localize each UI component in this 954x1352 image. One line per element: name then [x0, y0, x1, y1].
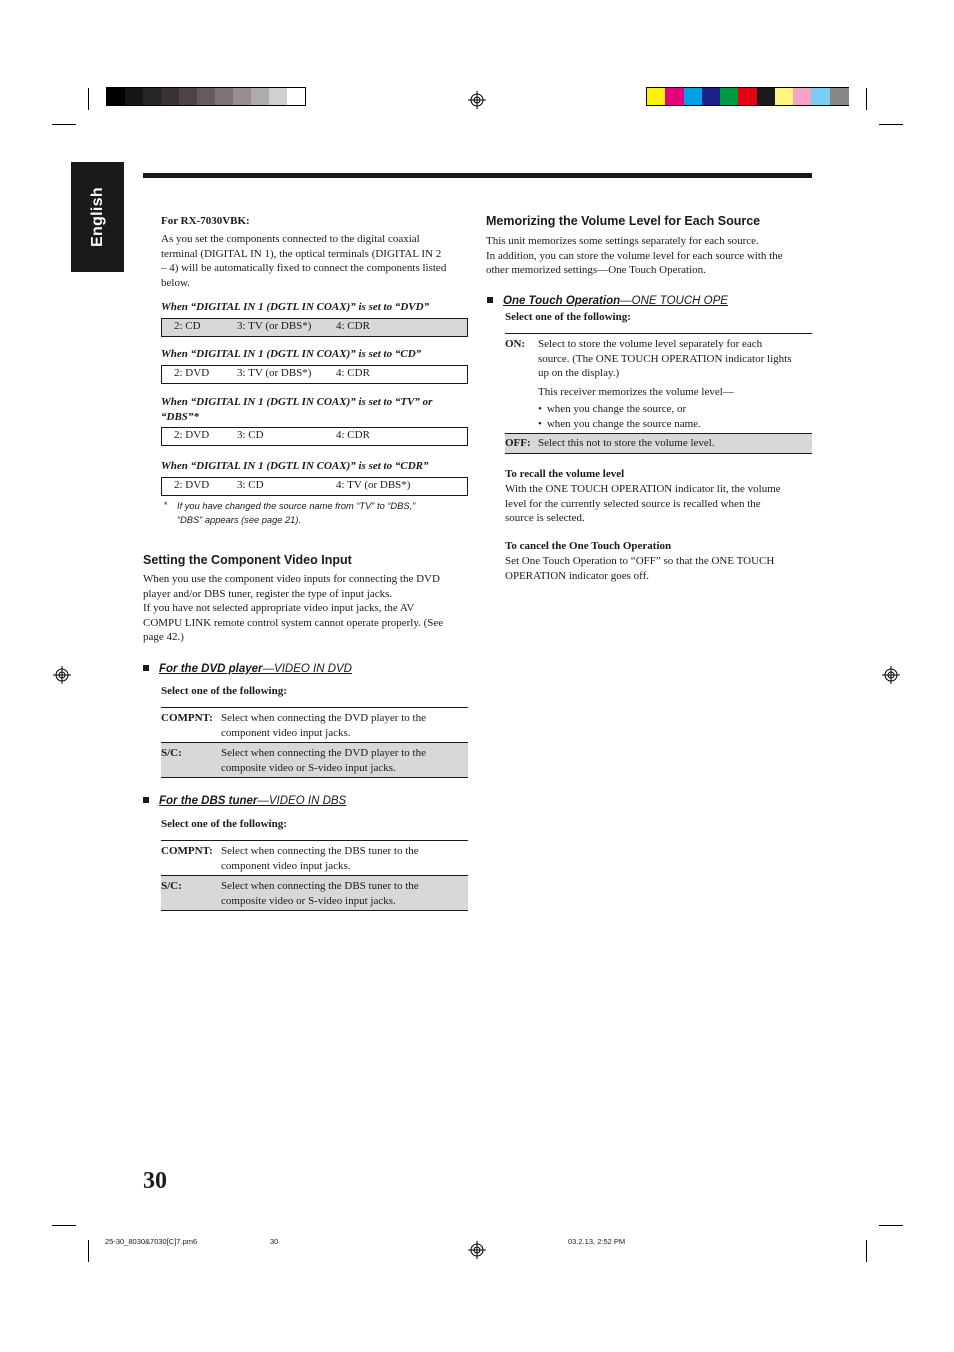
text-line: Select when connecting the DBS tuner to the — [221, 845, 419, 857]
dbs-options-table — [161, 840, 468, 911]
color-swatch — [287, 88, 305, 105]
text-line: level for the currently selected source is recalled when the — [505, 497, 761, 510]
text-line: COMPU LINK remote control system cannot operate properly. (See — [143, 616, 444, 629]
option-row — [161, 876, 468, 911]
text-line: source is selected. — [505, 512, 585, 525]
dot-bullet-icon: • — [538, 417, 542, 430]
text-line: Select when connecting the DBS tuner to the — [221, 880, 419, 892]
sub-heading: To recall the volume level — [505, 468, 625, 480]
text-line: – 4) will be automatically fixed to connect the components listed — [161, 262, 447, 275]
color-swatch — [143, 88, 161, 105]
page-number: 30 — [143, 1168, 167, 1194]
select-instruction: Select one of the following: — [161, 685, 287, 697]
section-heading: Memorizing the Volume Level for Each Source — [486, 214, 761, 228]
option-row — [161, 743, 468, 778]
text-line: When “DIGITAL IN 1 (DGTL IN COAX)” is set to “TV” or — [161, 396, 433, 408]
footer-date: 03.2.13, 2:52 PM — [568, 1237, 626, 1246]
setting-name: One Touch Operation — [503, 295, 621, 307]
dot-bullet-icon: • — [538, 403, 542, 416]
color-swatch — [233, 88, 251, 105]
text-line: composite video or S-video input jacks. — [221, 894, 396, 907]
header-rule — [143, 173, 812, 178]
terminal-cell: 2: DVD — [174, 367, 210, 379]
terminal-cell: 2: DVD — [174, 479, 210, 491]
option-description — [221, 711, 426, 740]
registration-target-icon — [882, 666, 900, 684]
color-swatch — [775, 88, 794, 105]
text-line: up on the display.) — [538, 367, 620, 380]
text-line: component video input jacks. — [221, 726, 351, 739]
terminal-cell: 2: DVD — [174, 429, 210, 441]
language-tab — [71, 162, 124, 272]
registration-target-icon — [468, 1241, 486, 1259]
text-line: composite video or S-video input jacks. — [221, 761, 396, 774]
gray-color-bar — [106, 87, 306, 106]
option-description — [221, 746, 426, 775]
option-description — [221, 844, 419, 873]
option-row — [505, 434, 812, 454]
terminal-assignment-box — [161, 427, 468, 446]
condition-label: When “DIGITAL IN 1 (DGTL IN COAX)” is set to “DVD” — [161, 301, 430, 313]
model-label: For RX-7030VBK: — [161, 215, 250, 227]
terminal-cell: 4: CDR — [336, 367, 370, 379]
color-swatch — [269, 88, 287, 105]
color-swatch — [702, 88, 721, 105]
terminal-cell: 4: CDR — [336, 429, 370, 441]
text-line: When you use the component video inputs for connecting the DVD — [143, 573, 440, 585]
bullet-item — [538, 417, 818, 432]
terminal-assignment-box — [161, 477, 468, 496]
dvd-setting-title — [143, 659, 352, 677]
text-line: If you have changed the source name from “TV” to “DBS,” — [177, 501, 416, 511]
option-key: S/C: — [161, 747, 182, 759]
condition-label: When “DIGITAL IN 1 (DGTL IN COAX)” is set to “CDR” — [161, 460, 429, 472]
option-description — [221, 879, 419, 908]
square-bullet-icon — [143, 665, 149, 671]
text-line: As you set the components connected to the digital coaxial — [161, 233, 420, 245]
text-line: With the ONE TOUCH OPERATION indicator lit, the volume — [505, 483, 781, 495]
text-line: “DBS”* — [161, 410, 199, 423]
color-swatch — [197, 88, 215, 105]
text-line: Select to store the volume level separately for each — [538, 338, 763, 350]
text-line: “DBS” appears (see page 21). — [177, 514, 302, 525]
footer-page: 30 — [270, 1237, 279, 1246]
text-line: other memorized settings—One Touch Operation. — [486, 264, 706, 277]
text-line: source. (The ONE TOUCH OPERATION indicator lights — [538, 352, 792, 365]
terminal-cell: 2: CD — [174, 320, 201, 332]
footer-filename: 25-30_8030&7030[C]7.pm6 — [105, 1237, 198, 1246]
condition-label — [161, 395, 432, 424]
text-line: If you have not selected appropriate video input jacks, the AV — [143, 602, 415, 615]
text-line: This unit memorizes some settings separately for each source. — [486, 235, 759, 247]
option-description — [538, 337, 818, 432]
terminal-assignment-box — [161, 365, 468, 384]
section-heading: Setting the Component Video Input — [143, 553, 352, 567]
setting-name: For the DBS tuner — [159, 795, 258, 807]
color-swatch — [665, 88, 684, 105]
footnote-mark: * — [164, 500, 168, 510]
color-swatch — [738, 88, 757, 105]
terminal-cell: 3: TV (or DBS*) — [237, 320, 312, 332]
dvd-options-table — [161, 707, 468, 778]
color-swatch — [179, 88, 197, 105]
text-line: This receiver memorizes the volume level— — [538, 385, 734, 398]
option-description: Select this not to store the volume level. — [538, 437, 715, 449]
color-swatch — [161, 88, 179, 105]
option-row — [161, 841, 468, 876]
text-line: Set One Touch Operation to “OFF” so that the ONE TOUCH — [505, 555, 775, 567]
option-key: S/C: — [161, 880, 182, 892]
digital-intro — [161, 232, 471, 290]
registration-target-icon — [53, 666, 71, 684]
color-swatch — [684, 88, 703, 105]
terminal-cell: 3: CD — [237, 479, 264, 491]
bullet-item — [538, 402, 818, 417]
text-line: In addition, you can store the volume level for each source with the — [486, 249, 783, 262]
color-swatch — [647, 88, 666, 105]
color-swatch — [757, 88, 776, 105]
setting-menu-label: —VIDEO IN DVD — [262, 663, 352, 675]
one-touch-setting-title — [487, 291, 728, 309]
language-tab-label: English — [88, 187, 106, 247]
dbs-setting-title — [143, 791, 346, 809]
bullet-text: when you change the source, or — [546, 403, 687, 416]
setting-menu-label: —ONE TOUCH OPE — [620, 295, 728, 307]
setting-menu-label: —VIDEO IN DBS — [257, 795, 347, 807]
square-bullet-icon — [487, 297, 493, 303]
option-key: COMPNT: — [161, 845, 213, 857]
option-row — [161, 708, 468, 743]
footnote — [177, 500, 415, 527]
text-line: OPERATION indicator goes off. — [505, 569, 649, 582]
bullet-text: when you change the source name. — [546, 417, 701, 430]
text-line: Select when connecting the DVD player to the — [221, 747, 426, 759]
color-swatch — [720, 88, 739, 105]
option-key: ON: — [505, 338, 526, 350]
color-swatch — [811, 88, 830, 105]
text-line: below. — [161, 276, 190, 289]
text-line: component video input jacks. — [221, 859, 351, 872]
registration-target-icon — [468, 91, 486, 109]
terminal-cell: 4: CDR — [336, 320, 370, 332]
option-row — [505, 334, 812, 434]
terminal-cell: 3: CD — [237, 429, 264, 441]
terminal-assignment-box — [161, 318, 468, 337]
text-line: page 42.) — [143, 631, 184, 644]
terminal-cell: 3: TV (or DBS*) — [237, 367, 312, 379]
text-line: Select when connecting the DVD player to the — [221, 712, 426, 724]
video-intro — [143, 572, 473, 645]
option-key: COMPNT: — [161, 712, 213, 724]
condition-label: When “DIGITAL IN 1 (DGTL IN COAX)” is set to “CD” — [161, 348, 422, 360]
sub-heading: To cancel the One Touch Operation — [505, 540, 672, 552]
text-line: terminal (DIGITAL IN 1), the optical terminals (DIGITAL IN 2 — [161, 247, 442, 260]
cancel-text — [505, 554, 815, 583]
color-swatch — [107, 88, 125, 105]
color-swatch — [215, 88, 233, 105]
text-line: player and/or DBS tuner, register the type of input jacks. — [143, 587, 393, 600]
color-swatch — [830, 88, 849, 105]
terminal-cell: 4: TV (or DBS*) — [336, 479, 411, 491]
one-touch-options-table — [505, 333, 812, 454]
option-key: OFF: — [505, 437, 531, 449]
select-instruction: Select one of the following: — [161, 818, 287, 830]
color-swatch — [125, 88, 143, 105]
color-swatch — [251, 88, 269, 105]
recall-text — [505, 482, 815, 526]
color-swatch — [793, 88, 812, 105]
volume-intro — [486, 234, 816, 278]
process-color-bar — [646, 87, 849, 106]
setting-name: For the DVD player — [159, 663, 263, 675]
square-bullet-icon — [143, 797, 149, 803]
select-instruction: Select one of the following: — [505, 311, 631, 323]
